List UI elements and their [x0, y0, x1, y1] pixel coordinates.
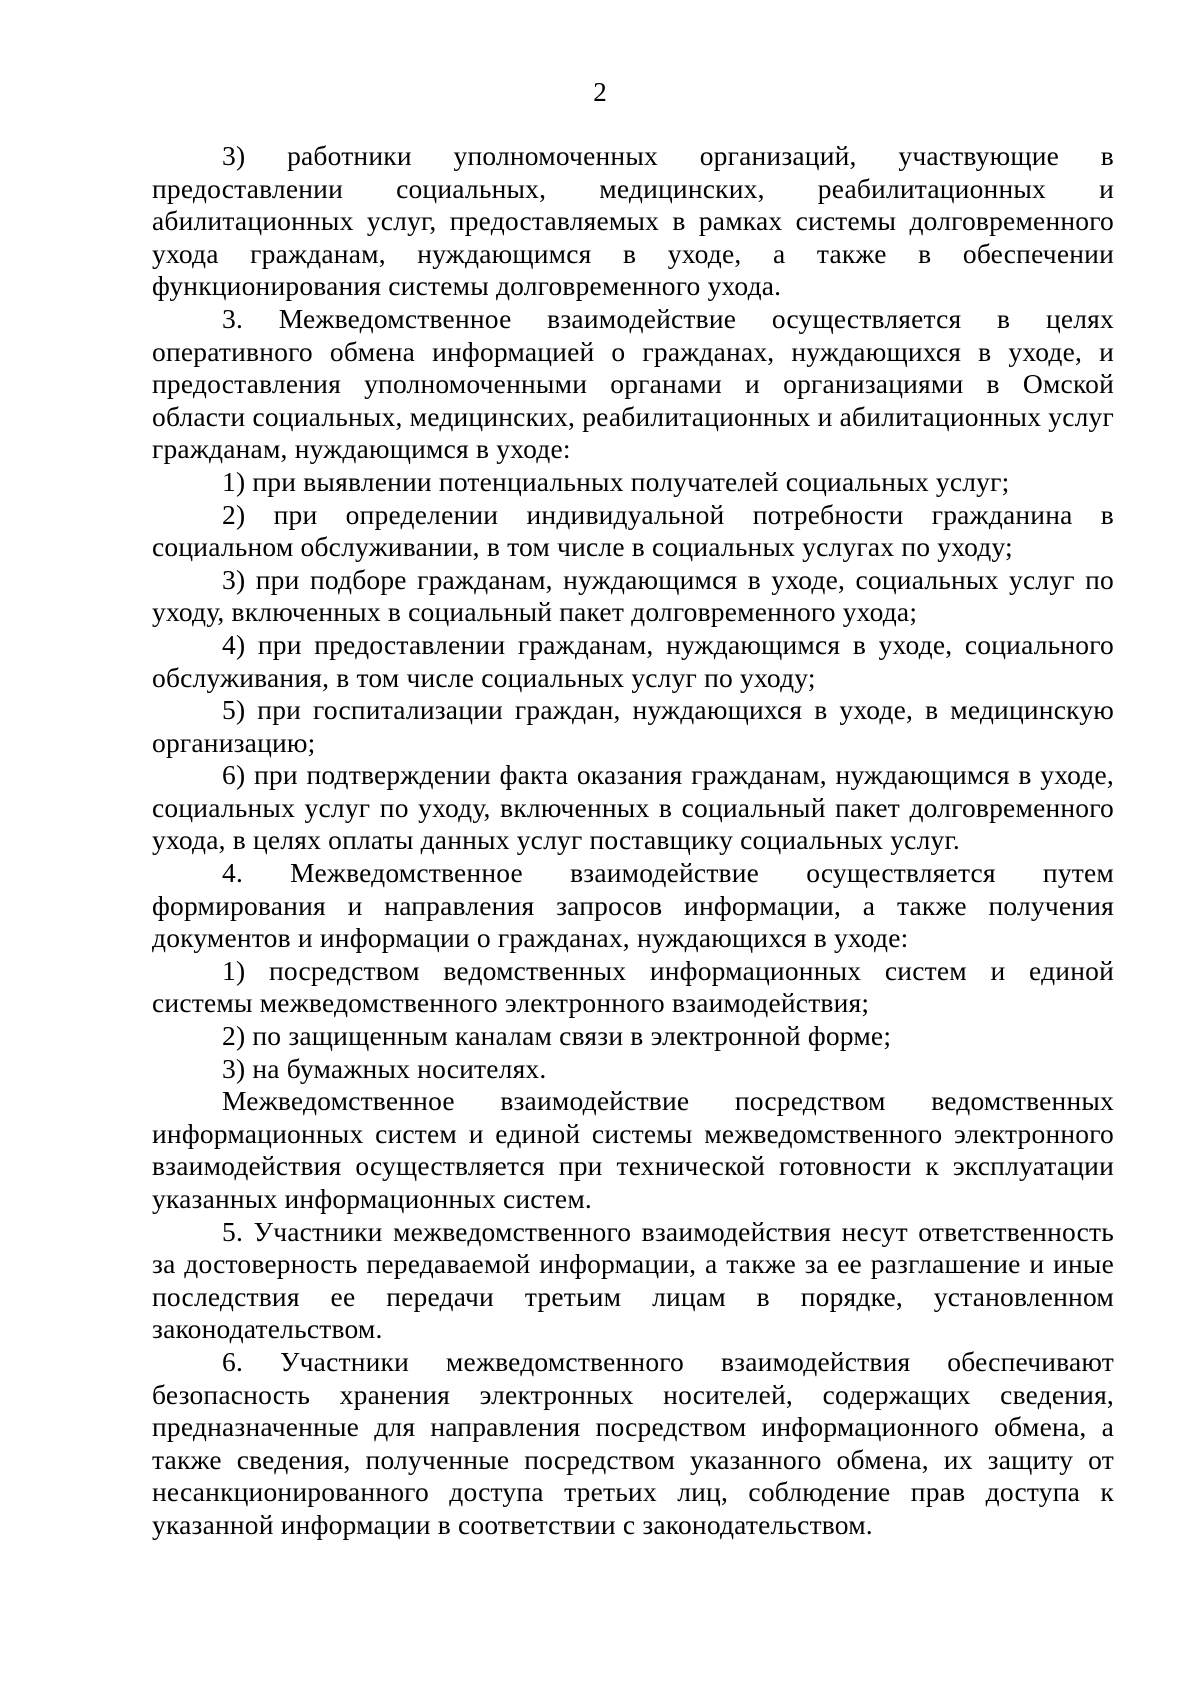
- paragraph-section-5: 5. Участники межведомственного взаимодействия несут ответственность за достоверность передаваемой информации, а также за ее разглашение и иные последствия ее передачи третьим лицам в порядке, установленном законодательством.: [152, 1215, 1114, 1345]
- paragraph-item-3-workers: 3) работники уполномоченных организаций, участвующие в предоставлении социальных, медицинских, реабилитационных и абилитационных услуг, предоставляемых в рамках системы долговременного ухода гражданам, нуждающимся в уходе, а также в обеспечении функционирования системы долговременного ухода.: [152, 140, 1114, 302]
- paragraph-section-4-item-2: 2) по защищенным каналам связи в электронной форме;: [222, 1020, 892, 1052]
- paragraph-section-4: 4. Межведомственное взаимодействие осуществляется путем формирования и направления запросов информации, а также получения документов и информации о гражданах, нуждающихся в уходе:: [152, 857, 1114, 954]
- page-number: 2: [593, 77, 607, 107]
- paragraph-section-6: 6. Участники межведомственного взаимодействия обеспечивают безопасность хранения электронных носителей, содержащих сведения, предназначенные для направления посредством информационного обмена, а также сведения, полученные посредством указанного обмена, их защиту от несанкционированного доступа третьих лиц, соблюдение прав доступа к указанной информации в соответствии с законодательством.: [152, 1345, 1114, 1540]
- paragraph-section-3-item-4: 4) при предоставлении гражданам, нуждающимся в уходе, социального обслуживания, в том числе социальных услуг по уходу;: [152, 628, 1114, 693]
- paragraph-section-3-item-5: 5) при госпитализации граждан, нуждающихся в уходе, в медицинскую организацию;: [152, 694, 1114, 758]
- paragraph-section-4-item-1: 1) посредством ведомственных информационных систем и единой системы межведомственного электронного взаимодействия;: [152, 954, 1114, 1019]
- paragraph-section-4-note: Межведомственное взаимодействие посредством ведомственных информационных систем и единой системы межведомственного электронного взаимодействия осуществляется при технической готовности к эксплуатации указанных информационных систем.: [152, 1085, 1114, 1214]
- paragraph-section-3-item-3: 3) при подборе гражданам, нуждающимся в уходе, социальных услуг по уходу, включенных в социальный пакет долговременного ухода;: [152, 563, 1114, 628]
- paragraph-section-4-item-3: 3) на бумажных носителях.: [222, 1052, 547, 1084]
- paragraph-section-3-item-2: 2) при определении индивидуальной потребности гражданина в социальном обслуживании, в том числе в социальных услугах по уходу;: [152, 498, 1114, 563]
- document-body: [152, 140, 1114, 1542]
- paragraph-section-3: 3. Межведомственное взаимодействие осуществляется в целях оперативного обмена информацией о гражданах, нуждающихся в уходе, и предоставления уполномоченными органами и организациями в Омской области социальных, медицинских, реабилитационных и абилитационных услуг гражданам, нуждающимся в уходе:: [152, 302, 1114, 465]
- paragraph-section-3-item-6: 6) при подтверждении факта оказания гражданам, нуждающимся в уходе, социальных услуг по уходу, включенных в социальный пакет долговременного ухода, в целях оплаты данных услуг поставщику социальных услуг.: [152, 759, 1114, 856]
- paragraph-section-3-item-1: 1) при выявлении потенциальных получателей социальных услуг;: [222, 465, 1010, 497]
